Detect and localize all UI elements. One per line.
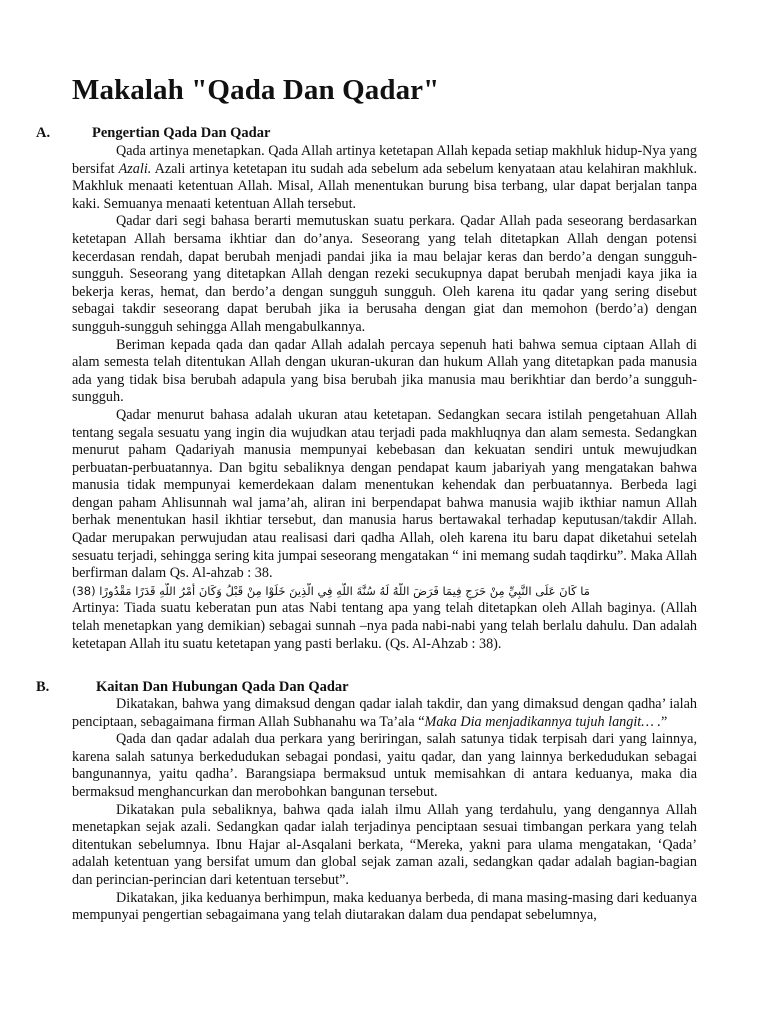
section-a-paragraph-3: Beriman kepada qada dan qadar Allah adalah percaya sepenuh hati bahwa semua ciptaan Allah di alam semesta telah ditentukan Allah dengan ukuran-ukuran dan hukum Allah yang ditetapkan pada manusia ada yang tidak bisa berubah adapula yang bisa berubah jika manusia mau berikhtiar dan berdo’a sungguh-sungguh. <box>72 336 697 406</box>
section-a-title: Pengertian Qada Dan Qadar <box>92 125 271 141</box>
page-title: Makalah "Qada Dan Qadar" <box>72 74 440 106</box>
quote-emphasis: Maka Dia menjadikannya tujuh langit… . <box>424 713 661 730</box>
section-b-paragraph-1-text-end: ” <box>660 713 668 730</box>
section-b-paragraph-4: Dikatakan, jika keduanya berhimpun, maka keduanya berbeda, di mana masing-masing dari keduanya mempunyai pengertian sebagaimana yang telah diutarakan dalam dua pendapat sebelumnya, <box>72 889 697 924</box>
section-a-paragraph-4: Qadar menurut bahasa adalah ukuran atau ketetapan. Sedangkan secara istilah pengetahuan Allah tentang segala sesuatu yang ingin dia wujudkan atau terjadi pada makhluqnya dan alam semesta. Sedangkan menurut paham Qadariyah manusia mempunyai kebebasan dan kekuatan sendiri untuk mewujudkan perbuatan-perbuatannya. Dan bgitu sebaliknya dengan pendapat kaum jabariyah yang mengatakan bahwa manusia tidak mempunyai kemerdekaan dalam menentukan kehendak dan perbuatannya. Berbeda lagi dengan paham Ahlisunnah wal jama’ah, aliran ini berpendapat bahwa manusia wajib ikthiar namun Allah berhak menentukan hasil ikhtiar tersebut, dan manusia harus bertawakal terhadap keputusan/takdir Allah. Qadar merupakan perwujudan atau realisasi dari qadha Allah, oleh karena itu baru dapat diketahui setelah sesuatu terjadi, sehingga sering kita jumpai seseorang mengatakan “ ini memang sudah taqdirku”. Maka Allah berfirman dalam Qs. Al-ahzab : 38. <box>72 406 697 582</box>
section-b-paragraph-1-text: Dikatakan, bahwa yang dimaksud dengan qadar ialah takdir, dan yang dimaksud dengan qadha’ ialah penciptaan, sebagaimana firman Allah Subhanahu wa Ta’ala “ <box>72 696 697 730</box>
section-a-body <box>72 143 697 653</box>
quran-verse: (38) مَا كَانَ عَلَى النَّبِيِّ مِنْ حَرَجٍ فِيمَا فَرَضَ اللَّهُ لَهُ سُنَّةَ اللَّهِ فِي الَّذِينَ خَلَوْا مِنْ قَبْلُ وَكَانَ أَمْرُ اللَّهِ قَدَرًا مَقْدُورًا <box>72 583 590 598</box>
section-b-number: B. <box>36 679 50 695</box>
section-b-body <box>72 696 697 925</box>
section-b-paragraph-3: Dikatakan pula sebaliknya, bahwa qada ialah ilmu Allah yang terdahulu, yang dengannya Allah menetapkan sejak azali. Sedangkan qadar ialah terjadinya penciptaan sesuai timbangan perkara yang telah ditentukan sebelumnya. Ibnu Hajar al-Asqalani berkata, “Mereka, yakni para ulama mengatakan, ‘Qada’ adalah ketentuan yang bersifat umum dan global sejak zaman azali, sedangkan qadar adalah bagian-bagian dan perincian-perincian dari ketentuan tersebut”. <box>72 801 697 888</box>
section-a-paragraph-5: Artinya: Tiada suatu keberatan pun atas Nabi tentang apa yang telah ditetapkan oleh Allah baginya. (Allah telah menetapkan yang demikian) sebagai sunnah –nya pada nabi-nabi yang telah berlalu dahulu. Dan adalah ketetapan Allah itu suatu ketetapan yang pasti berlaku. (Qs. Al-Ahzab : 38). <box>72 600 697 652</box>
section-a-number: A. <box>36 125 51 141</box>
section-b-title: Kaitan Dan Hubungan Qada Dan Qadar <box>96 679 349 695</box>
section-a-paragraph-2: Qadar dari segi bahasa berarti memutuskan suatu perkara. Qadar Allah pada seseorang berdasarkan ketetapan Allah bersama ikhtiar dan do’anya. Seseorang yang telah ditetapkan Allah dengan potensi kecerdasan rendah, dapat berubah menjadi pandai jika ia mau belajar keras dan berdo’a dengan sungguh-sungguh. Seseorang yang ditetapkan Allah dengan rezeki secukupnya dapat berubah menjadi kaya jika ia bekerja keras, hemat, dan berdo’a dengan sungguh sungguh. Oleh karena itu qadar yang sering disebut sebagai takdir seseorang dapat berubah jika ia berusaha dengan giat dan memohon (berdo’a) dengan sungguh-sungguh sehingga Allah mengabulkannya. <box>72 213 697 335</box>
azali-emphasis: Azali. <box>118 160 152 177</box>
section-b-paragraph-2: Qada dan qadar adalah dua perkara yang beriringan, salah satunya tidak terpisah dari yang lainnya, karena salah satunya berkedudukan sebagai pondasi, yaitu qadar, dan yang lainnya berkedudukan sebagai bangunannya, yaitu qadha’. Barangsiapa bermaksud untuk memisahkan di antara keduanya, maka dia bermaksud menghancurkan dan merobohkan bangunan tersebut. <box>72 731 697 800</box>
section-a-paragraph-1 <box>72 143 697 213</box>
section-b-paragraph-1 <box>72 696 697 731</box>
section-a-paragraph-1-text-end: Azali artinya ketetapan itu sudah ada sebelum ada sebelum kenyataan atau kelahiran makhluk. Makhluk menaati ketentuan Allah. Misal, Allah menentukan burung bisa terbang, ular dapat berjalan tanpa kaki. Semuanya menaati ketentuan Allah tersebut. <box>72 160 697 212</box>
section-a-paragraph-1-text: Qada artinya menetapkan. Qada Allah artinya ketetapan Allah kepada setiap makhluk hidup-Nya yang bersifat <box>72 143 697 177</box>
